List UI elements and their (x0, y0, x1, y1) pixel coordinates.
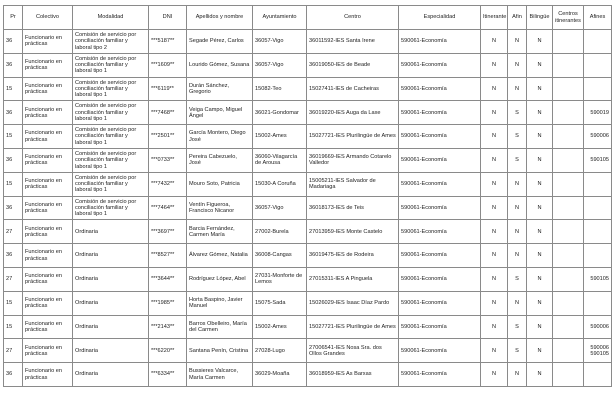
table-row (4, 30, 612, 54)
cell-bilingue: N (527, 101, 553, 125)
cell-centros-itinerantes (553, 101, 584, 125)
cell-bilingue: N (527, 125, 553, 149)
cell-ayuntamiento: 15082-Teo (253, 77, 307, 101)
cell-centro: 36019475-IES de Rodeira (307, 244, 399, 268)
cell-pr: 15 (4, 77, 23, 101)
cell-centros-itinerantes (553, 77, 584, 101)
cell-colectivo: Funcionario en prácticas (23, 363, 73, 387)
cell-modalidad: Comisión de servicio por conciliación familiar y laboral tipo 1 (73, 77, 149, 101)
cell-afin: S (508, 339, 527, 363)
cell-colectivo: Funcionario en prácticas (23, 148, 73, 172)
cell-dni: ***1985** (149, 291, 187, 315)
cell-dni: ***5187** (149, 30, 187, 54)
cell-modalidad: Ordinaria (73, 363, 149, 387)
cell-dni: ***7432** (149, 172, 187, 196)
cell-centros-itinerantes (553, 30, 584, 54)
cell-itinerante: N (481, 172, 508, 196)
cell-bilingue: N (527, 291, 553, 315)
cell-ayuntamiento: 36060-Vilagarcía de Arousa (253, 148, 307, 172)
cell-itinerante: N (481, 101, 508, 125)
cell-colectivo: Funcionario en prácticas (23, 172, 73, 196)
cell-colectivo: Funcionario en prácticas (23, 125, 73, 149)
cell-apellidos-nombre: García Montero, Diego José (187, 125, 253, 149)
cell-modalidad: Ordinaria (73, 244, 149, 268)
cell-afin: S (508, 315, 527, 339)
cell-centros-itinerantes (553, 53, 584, 77)
cell-apellidos-nombre: Mouro Soto, Patricia (187, 172, 253, 196)
cell-centros-itinerantes (553, 315, 584, 339)
cell-afines: 590105 (584, 267, 612, 291)
cell-pr: 36 (4, 148, 23, 172)
cell-afines: 590105 (584, 148, 612, 172)
cell-dni: ***8527** (149, 244, 187, 268)
cell-ayuntamiento: 36057-Vigo (253, 30, 307, 54)
cell-bilingue: N (527, 267, 553, 291)
cell-ayuntamiento: 27002-Burela (253, 220, 307, 244)
cell-afines (584, 291, 612, 315)
cell-centro: 27013959-IES Monte Castelo (307, 220, 399, 244)
cell-afin: N (508, 196, 527, 220)
cell-modalidad: Comisión de servicio por conciliación familiar y laboral tipo 1 (73, 172, 149, 196)
cell-centro: 36019050-IES de Beade (307, 53, 399, 77)
cell-especialidad: 590061-Economía (399, 148, 481, 172)
cell-ayuntamiento: 36057-Vigo (253, 196, 307, 220)
header-bilingue: Bilingüe (527, 6, 553, 30)
cell-apellidos-nombre: Santana Penín, Cristina (187, 339, 253, 363)
cell-apellidos-nombre: Ventín Figueroa, Francisco Nicanor (187, 196, 253, 220)
cell-dni: ***7468** (149, 101, 187, 125)
cell-modalidad: Comisión de servicio por conciliación familiar y laboral tipo 1 (73, 148, 149, 172)
cell-especialidad: 590061-Economía (399, 315, 481, 339)
cell-centro: 36018959-IES As Barxas (307, 363, 399, 387)
cell-pr: 15 (4, 172, 23, 196)
cell-itinerante: N (481, 125, 508, 149)
cell-pr: 36 (4, 101, 23, 125)
cell-centro: 27006541-IES Nosa Sra. dos Ollos Grandes (307, 339, 399, 363)
header-pr: Pr (4, 6, 23, 30)
table-row (4, 244, 612, 268)
cell-pr: 36 (4, 244, 23, 268)
cell-pr: 15 (4, 315, 23, 339)
cell-dni: ***1609** (149, 53, 187, 77)
cell-bilingue: N (527, 77, 553, 101)
cell-modalidad: Comisión de servicio por conciliación familiar y laboral tipo 1 (73, 101, 149, 125)
cell-pr: 27 (4, 339, 23, 363)
cell-especialidad: 590061-Economía (399, 172, 481, 196)
cell-afin: S (508, 125, 527, 149)
cell-afines (584, 30, 612, 54)
cell-dni: ***6220** (149, 339, 187, 363)
table-row (4, 220, 612, 244)
table-row (4, 196, 612, 220)
cell-afin: N (508, 53, 527, 77)
cell-dni: ***3644** (149, 267, 187, 291)
cell-centros-itinerantes (553, 267, 584, 291)
cell-centros-itinerantes (553, 244, 584, 268)
cell-centro: 27015311-IES A Pinguela (307, 267, 399, 291)
cell-bilingue: N (527, 172, 553, 196)
cell-colectivo: Funcionario en prácticas (23, 267, 73, 291)
cell-modalidad: Comisión de servicio por conciliación familiar y laboral tipo 1 (73, 53, 149, 77)
cell-apellidos-nombre: Segade Pérez, Carlos (187, 30, 253, 54)
cell-itinerante: N (481, 291, 508, 315)
cell-pr: 27 (4, 220, 23, 244)
table-row (4, 291, 612, 315)
cell-especialidad: 590061-Economía (399, 77, 481, 101)
cell-afines: 590019 (584, 101, 612, 125)
cell-ayuntamiento: 27028-Lugo (253, 339, 307, 363)
cell-itinerante: N (481, 315, 508, 339)
cell-especialidad: 590061-Economía (399, 30, 481, 54)
header-centro: Centro (307, 6, 399, 30)
cell-bilingue: N (527, 339, 553, 363)
table-row (4, 363, 612, 387)
header-especialidad: Especialidad (399, 6, 481, 30)
cell-especialidad: 590061-Economía (399, 363, 481, 387)
table-body (4, 30, 612, 387)
cell-ayuntamiento: 15030-A Coruña (253, 172, 307, 196)
cell-afines (584, 220, 612, 244)
cell-ayuntamiento: 15002-Ames (253, 125, 307, 149)
table-row (4, 125, 612, 149)
table-row (4, 172, 612, 196)
cell-pr: 15 (4, 291, 23, 315)
cell-afin: N (508, 172, 527, 196)
cell-centro: 36019220-IES Auga da Laxe (307, 101, 399, 125)
cell-apellidos-nombre: Barros Obelleiro, María del Carmen (187, 315, 253, 339)
cell-pr: 15 (4, 125, 23, 149)
cell-modalidad: Ordinaria (73, 267, 149, 291)
header-centros-itinerantes: Centros itinerantes (553, 6, 584, 30)
cell-bilingue: N (527, 220, 553, 244)
cell-centros-itinerantes (553, 172, 584, 196)
cell-centros-itinerantes (553, 196, 584, 220)
cell-afines (584, 363, 612, 387)
cell-modalidad: Ordinaria (73, 339, 149, 363)
cell-itinerante: N (481, 267, 508, 291)
cell-modalidad: Comisión de servicio por conciliación familiar y laboral tipo 2 (73, 30, 149, 54)
cell-colectivo: Funcionario en prácticas (23, 196, 73, 220)
table-row (4, 148, 612, 172)
cell-centros-itinerantes (553, 339, 584, 363)
cell-apellidos-nombre: Bussieres Valcarce, María Carmen (187, 363, 253, 387)
header-afin: Afin (508, 6, 527, 30)
header-ayuntamiento: Ayuntamiento (253, 6, 307, 30)
cell-especialidad: 590061-Economía (399, 267, 481, 291)
cell-colectivo: Funcionario en prácticas (23, 315, 73, 339)
cell-especialidad: 590061-Economía (399, 220, 481, 244)
cell-colectivo: Funcionario en prácticas (23, 30, 73, 54)
cell-apellidos-nombre: Durán Sánchez, Gregorio (187, 77, 253, 101)
cell-afin: N (508, 363, 527, 387)
cell-afines: 590006 590105 (584, 339, 612, 363)
header-itinerante: Itinerante (481, 6, 508, 30)
cell-apellidos-nombre: Álvarez Gómez, Natalia (187, 244, 253, 268)
cell-ayuntamiento: 36008-Cangas (253, 244, 307, 268)
cell-centros-itinerantes (553, 125, 584, 149)
cell-itinerante: N (481, 196, 508, 220)
cell-colectivo: Funcionario en prácticas (23, 339, 73, 363)
cell-pr: 27 (4, 267, 23, 291)
cell-apellidos-nombre: Lourido Gómez, Susana (187, 53, 253, 77)
cell-itinerante: N (481, 30, 508, 54)
cell-bilingue: N (527, 53, 553, 77)
cell-afin: S (508, 101, 527, 125)
table-row (4, 53, 612, 77)
cell-pr: 36 (4, 30, 23, 54)
table-row (4, 101, 612, 125)
cell-bilingue: N (527, 30, 553, 54)
cell-modalidad: Comisión de servicio por conciliación familiar y laboral tipo 1 (73, 125, 149, 149)
cell-itinerante: N (481, 363, 508, 387)
cell-especialidad: 590061-Economía (399, 125, 481, 149)
cell-colectivo: Funcionario en prácticas (23, 53, 73, 77)
cell-bilingue: N (527, 315, 553, 339)
cell-ayuntamiento: 15075-Sada (253, 291, 307, 315)
cell-afin: N (508, 77, 527, 101)
cell-centro: 15027721-IES Plurilingüe de Ames (307, 315, 399, 339)
cell-dni: ***3697** (149, 220, 187, 244)
header-modalidad: Modalidad (73, 6, 149, 30)
cell-centros-itinerantes (553, 148, 584, 172)
cell-modalidad: Ordinaria (73, 220, 149, 244)
cell-itinerante: N (481, 339, 508, 363)
table-row (4, 267, 612, 291)
cell-colectivo: Funcionario en prácticas (23, 244, 73, 268)
table-row (4, 77, 612, 101)
cell-afines: 590006 (584, 125, 612, 149)
cell-ayuntamiento: 15002-Ames (253, 315, 307, 339)
cell-itinerante: N (481, 53, 508, 77)
cell-colectivo: Funcionario en prácticas (23, 101, 73, 125)
cell-afin: N (508, 220, 527, 244)
cell-apellidos-nombre: Veiga Campo, Miguel Ángel (187, 101, 253, 125)
cell-colectivo: Funcionario en prácticas (23, 291, 73, 315)
cell-itinerante: N (481, 148, 508, 172)
cell-itinerante: N (481, 220, 508, 244)
cell-centros-itinerantes (553, 291, 584, 315)
cell-afin: S (508, 148, 527, 172)
cell-afin: N (508, 30, 527, 54)
cell-dni: ***6334** (149, 363, 187, 387)
cell-centro: 15026029-IES Isaac Díaz Pardo (307, 291, 399, 315)
cell-bilingue: N (527, 244, 553, 268)
cell-modalidad: Ordinaria (73, 291, 149, 315)
cell-afines (584, 172, 612, 196)
cell-bilingue: N (527, 363, 553, 387)
table-row (4, 315, 612, 339)
cell-afines: 590006 (584, 315, 612, 339)
cell-dni: ***2501** (149, 125, 187, 149)
cell-afin: N (508, 244, 527, 268)
cell-itinerante: N (481, 77, 508, 101)
cell-dni: ***6119** (149, 77, 187, 101)
header-apellidos-nombre: Apellidos y nombre (187, 6, 253, 30)
cell-centro: 36019669-IES Armando Cotarelo Valledor (307, 148, 399, 172)
cell-dni: ***7464** (149, 196, 187, 220)
cell-centro: 15027721-IES Plurilingüe de Ames (307, 125, 399, 149)
cell-afin: S (508, 267, 527, 291)
cell-centro: 15027411-IES de Cacheiras (307, 77, 399, 101)
cell-itinerante: N (481, 244, 508, 268)
cell-especialidad: 590061-Economía (399, 101, 481, 125)
cell-modalidad: Comisión de servicio por conciliación familiar y laboral tipo 1 (73, 196, 149, 220)
cell-colectivo: Funcionario en prácticas (23, 77, 73, 101)
cell-dni: ***0733** (149, 148, 187, 172)
table-row (4, 339, 612, 363)
header-colectivo: Colectivo (23, 6, 73, 30)
cell-especialidad: 590061-Economía (399, 244, 481, 268)
cell-afines (584, 77, 612, 101)
cell-dni: ***2143** (149, 315, 187, 339)
table-header (4, 6, 612, 30)
assignments-table (3, 5, 612, 387)
cell-bilingue: N (527, 148, 553, 172)
cell-centro: 36018173-IES de Teis (307, 196, 399, 220)
cell-apellidos-nombre: Horta Baspino, Javier Manuel (187, 291, 253, 315)
cell-colectivo: Funcionario en prácticas (23, 220, 73, 244)
cell-centros-itinerantes (553, 220, 584, 244)
cell-afines (584, 53, 612, 77)
cell-ayuntamiento: 36021-Gondomar (253, 101, 307, 125)
cell-apellidos-nombre: Rodríguez López, Abel (187, 267, 253, 291)
header-dni: DNI (149, 6, 187, 30)
cell-modalidad: Ordinaria (73, 315, 149, 339)
cell-afines (584, 196, 612, 220)
cell-especialidad: 590061-Economía (399, 196, 481, 220)
cell-pr: 36 (4, 53, 23, 77)
cell-afin: N (508, 291, 527, 315)
cell-especialidad: 590061-Economía (399, 339, 481, 363)
cell-ayuntamiento: 27031-Monforte de Lemos (253, 267, 307, 291)
cell-apellidos-nombre: Pereira Cabezuelo, José (187, 148, 253, 172)
cell-pr: 36 (4, 196, 23, 220)
cell-ayuntamiento: 36057-Vigo (253, 53, 307, 77)
header-afines: Afines (584, 6, 612, 30)
cell-apellidos-nombre: Barcia Fernández, Carmen María (187, 220, 253, 244)
cell-especialidad: 590061-Economía (399, 53, 481, 77)
cell-especialidad: 590061-Economía (399, 291, 481, 315)
cell-afines (584, 244, 612, 268)
header-row (4, 6, 612, 30)
cell-pr: 36 (4, 363, 23, 387)
cell-bilingue: N (527, 196, 553, 220)
cell-centro: 36011592-IES Santa Irene (307, 30, 399, 54)
cell-centros-itinerantes (553, 363, 584, 387)
cell-centro: 15005211-IES Salvador de Madariaga (307, 172, 399, 196)
cell-ayuntamiento: 36029-Moaña (253, 363, 307, 387)
